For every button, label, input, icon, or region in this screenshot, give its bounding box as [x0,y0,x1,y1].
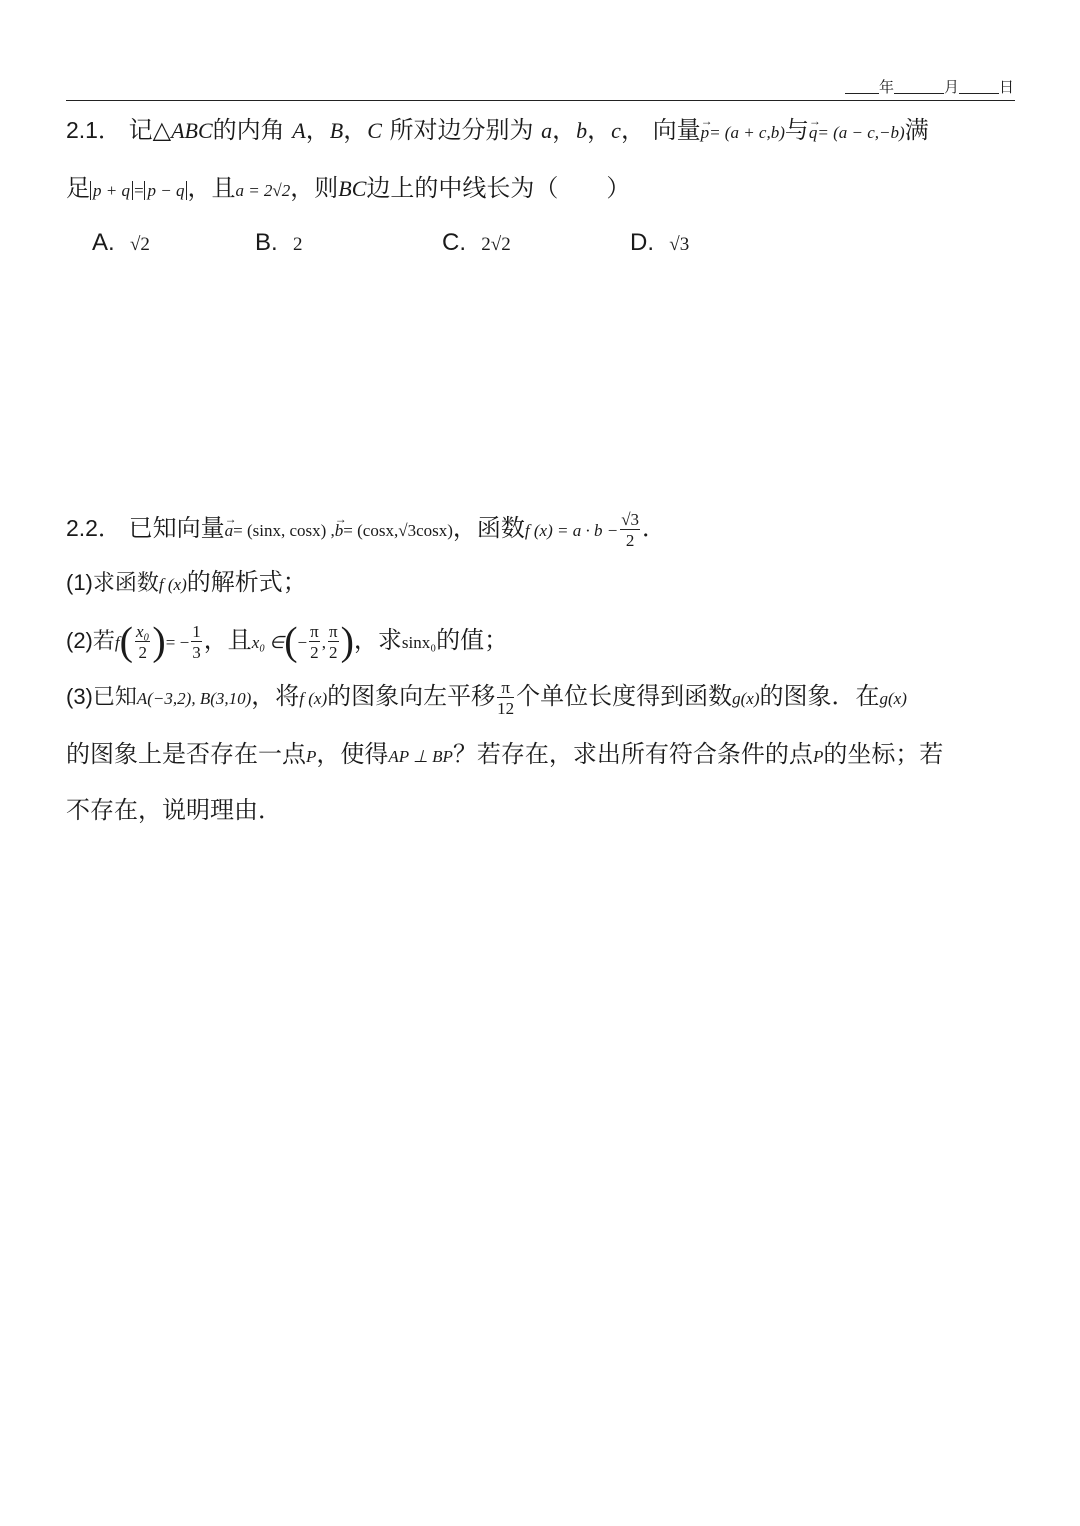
q1-text: 记△ [128,116,172,144]
frac-numerator: π [497,679,514,698]
q1-text: 足 [66,174,90,202]
perpendicular-condition: AP ⊥ BP [388,747,453,766]
f-definition: f (x) = a · b − [524,521,619,540]
part3-text: 的图象．在 [759,682,880,710]
q1-text: 的内角 [212,116,285,144]
abs-diff: p − q [144,181,187,200]
frac-denominator: 3 [192,642,201,662]
year-blank [845,79,879,94]
option-b[interactable] [255,228,302,257]
q1-line2: 足 p + q = p − q ，且a = 2√2，则BC边上的中线长为（ ） [66,174,631,202]
part3-text: 的图象上是否存在一点 [66,740,306,768]
option-d[interactable] [630,228,689,257]
part3-text: ，将 [251,682,300,710]
equals-minus: = − [165,633,190,652]
month-blank [894,79,944,94]
vector-p: → p [701,117,710,149]
part2-text: ，求 [353,626,402,654]
frac-numerator: x₀ [135,621,150,641]
part2-text: ，且 [203,626,252,654]
part3-text: 的图象向左平移 [327,682,496,710]
q1-side-b: b [576,118,588,143]
part3-text: (3)已知 [66,684,137,709]
part3-text: 的坐标；若 [823,740,944,768]
q1-side-a: a [541,118,553,143]
q1-number: 2.1． [66,117,121,143]
part1-text: (1)求函数 [66,570,159,595]
q2-part2: (2)若f( $\frac{\text{x₀}}{2}$ )= − $\frac{1}{3}$ ，且x₀ ∈(− $\frac{\pi}{2}$ , $\frac{\pi}{2}$ )，求sinx₀的值； [66,618,509,664]
part1-text: 的解析式； [186,568,307,596]
part2-text: (2)若 [66,628,115,653]
x0-in: x₀ ∈ [251,633,285,652]
a-vector-expr: = (sinx, cosx) , [233,521,335,540]
part3-text: 个单位长度得到函数 [516,682,733,710]
frac-denominator: 2 [625,530,635,550]
fx: f (x) [158,575,187,594]
q2-part3-line1 [66,674,907,721]
frac-numerator: π [328,621,338,641]
q1-line1: 2.1． 记△ABC的内角 A，B，C 所对边分别为 a，b，c， 向量→ p= (a + c,b)与→ q= (a − c,−b)满 [66,114,929,149]
gx: g(x) [732,689,760,708]
q1-text: 满 [904,116,929,144]
option-c[interactable] [442,228,511,257]
q2-text: ，函数 [452,514,525,542]
q1-text: 所对边分别为 [389,116,534,144]
part2-text: 的值； [436,626,509,654]
date-line [845,76,1014,97]
frac-numerator: π [310,621,319,641]
option-value: √2 [129,234,150,255]
day-label: 日 [998,78,1014,96]
frac-denominator: 2 [329,642,338,662]
one-third [191,623,202,661]
q1-side-c: c [611,118,621,143]
q1-text: 与 [784,116,809,144]
frac-denominator: 2 [138,642,147,662]
points-ab: A(−3,2), B(3,10) [136,689,252,708]
part3-text: 不存在，说明理由． [66,796,282,824]
option-a[interactable] [92,228,150,257]
sinx0: sinx₀ [401,633,437,652]
q2-number: 2.2． [66,515,121,541]
fx: f (x) [299,689,328,708]
pi-over-12 [497,679,514,717]
frac-numerator: 1 [192,621,201,641]
b-vector-expr-start: = (cosx, [343,521,399,540]
q-expression: = (a − c,−b) [817,123,905,142]
point-p: P [306,747,317,766]
q1-text: 边上的中线长为（ ） [366,174,631,202]
option-letter: B. [255,229,278,256]
q1-triangle: ABC [171,118,213,143]
q1-angle-b: B [329,118,344,143]
a-value: a = 2√2 [235,181,291,200]
q1-angle-c: C [367,118,382,143]
frac-numerator: √3 [621,509,640,529]
b-vector-expr-end: 3cosx) [407,521,453,540]
option-value: 2 [292,234,303,255]
abs-sum: p + q [90,181,133,200]
option-letter: A. [92,229,115,256]
q2-part3-line2 [66,738,943,773]
frac-denominator: 2 [310,642,319,662]
month-label: 月 [943,78,959,96]
q1-text: 向量 [652,116,701,144]
q2-part3-line3 [66,794,282,826]
p-expression: = (a + c,b) [709,123,785,142]
option-letter: C. [442,229,466,256]
side-bc: BC [338,176,367,201]
vector-a: → a [225,509,234,553]
option-value: √3 [669,234,690,255]
part3-text: ？若存在，求出所有符合条件的点 [452,740,813,768]
q2-line1: 2.2． 已知向量→ a= (sinx, cosx) ,→ b= (cosx,√3cosx)，函数f (x) = a · b − $\frac{√3}{2}$ ． [66,506,666,553]
gx: g(x) [879,689,907,708]
option-value: 2√2 [481,234,511,255]
vector-q: → q [809,117,818,149]
q2-text: 已知向量 [128,514,225,542]
year-label: 年 [878,78,894,96]
part3-text: ，使得 [316,740,389,768]
q1-angle-a: A [292,118,306,143]
q1-text: ，且 [187,174,236,202]
day-blank [959,79,999,94]
pi-over-2 [328,623,339,661]
q2-part1 [66,566,307,601]
neg-pi-over-2 [309,623,320,661]
frac-denominator: 12 [497,698,515,718]
header-rule [66,100,1015,101]
q1-text: ，则 [290,174,339,202]
f-symbol: f [114,633,120,652]
vector-b: → b [335,509,344,553]
point-p: P [812,747,824,766]
option-letter: D. [630,229,654,256]
fraction-sqrt3-over-2 [620,511,640,549]
x0-over-2 [135,623,150,661]
